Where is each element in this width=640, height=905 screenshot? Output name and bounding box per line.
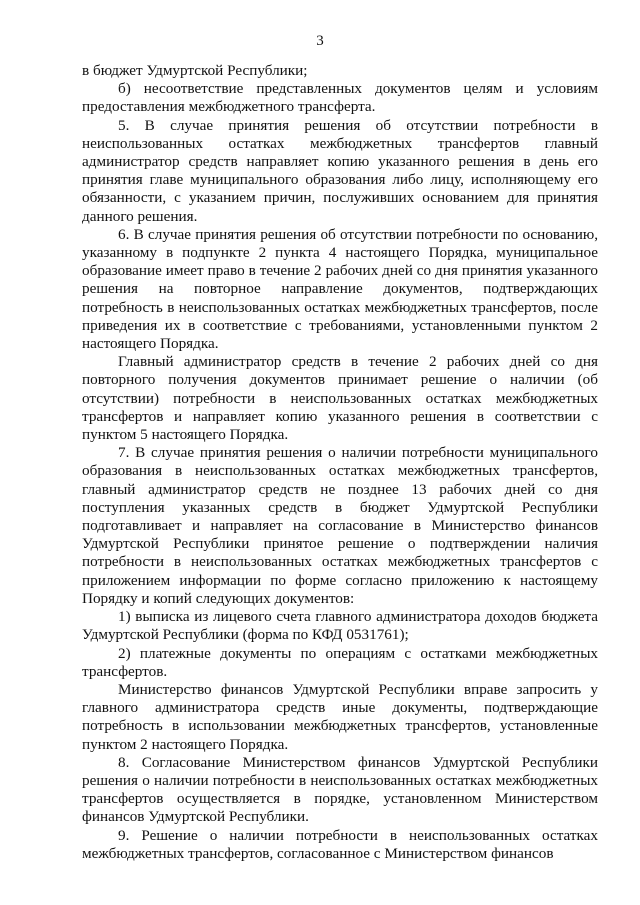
paragraph: 2) платежные документы по операциям с остатками межбюджетных трансфертов.: [82, 644, 598, 680]
document-body: [82, 62, 598, 863]
paragraph: Главный администратор средств в течение 2 рабочих дней со дня повторного получения документов принимает решение о наличии (об отсутствии) потребности в неиспользованных остатках межбюджетных трансфертов и направляет копию указанного решения в соответствии с пунктом 5 настоящего Порядка.: [82, 353, 598, 444]
paragraph: б) несоответствие представленных документов целям и условиям предоставления межбюджетного трансферта.: [82, 80, 598, 116]
paragraph: 8. Согласование Министерством финансов Удмуртской Республики решения о наличии потребности в неиспользованных остатках межбюджетных трансфертов осуществляется в порядке, установленном Министерством финансов Удмуртской Республики.: [82, 753, 598, 826]
paragraph: 7. В случае принятия решения о наличии потребности муниципального образования в неиспользованных остатках межбюджетных трансфертов, главный администратор средств не позднее 13 рабочих дней со дня поступления указанных средств в бюджет Удмуртской Республики подготавливает и направляет на согласование в Министерство финансов Удмуртской Республики принятое решение о подтверждении наличия потребности в неиспользованных остатках межбюджетных трансфертов с приложением информации по форме согласно приложению к настоящему Порядку и копий следующих документов:: [82, 444, 598, 607]
paragraph: Министерство финансов Удмуртской Республики вправе запросить у главного администратора средств иные документы, подтверждающие потребность в использовании межбюджетных трансфертов, установленные пунктом 2 настоящего Порядка.: [82, 680, 598, 753]
paragraph: в бюджет Удмуртской Республики;: [82, 62, 308, 79]
paragraph: 9. Решение о наличии потребности в неиспользованных остатках межбюджетных трансфертов, согласованное с Министерством финансов: [82, 826, 598, 862]
paragraph: 5. В случае принятия решения об отсутствии потребности в неиспользованных остатках межбюджетных трансфертов главный администратор средств направляет копию указанного решения в день его принятия главе муниципального образования либо лицу, исполняющему его обязанности, с указанием причин, послуживших основанием для принятия данного решения.: [82, 116, 598, 225]
paragraph: 1) выписка из лицевого счета главного администратора доходов бюджета Удмуртской Республики (форма по КФД 0531761);: [82, 608, 598, 644]
page-number: 3: [316, 33, 324, 49]
paragraph: 6. В случае принятия решения об отсутствии потребности по основанию, указанному в подпункте 2 пункта 4 настоящего Порядка, муниципальное образование имеет право в течение 2 рабочих дней со дня принятия указанного решения на повторное направление документов, подтверждающих потребность в неиспользованных остатках межбюджетных трансфертов, после приведения их в соответствие с требованиями, установленными пунктом 2 настоящего Порядка.: [82, 225, 598, 353]
